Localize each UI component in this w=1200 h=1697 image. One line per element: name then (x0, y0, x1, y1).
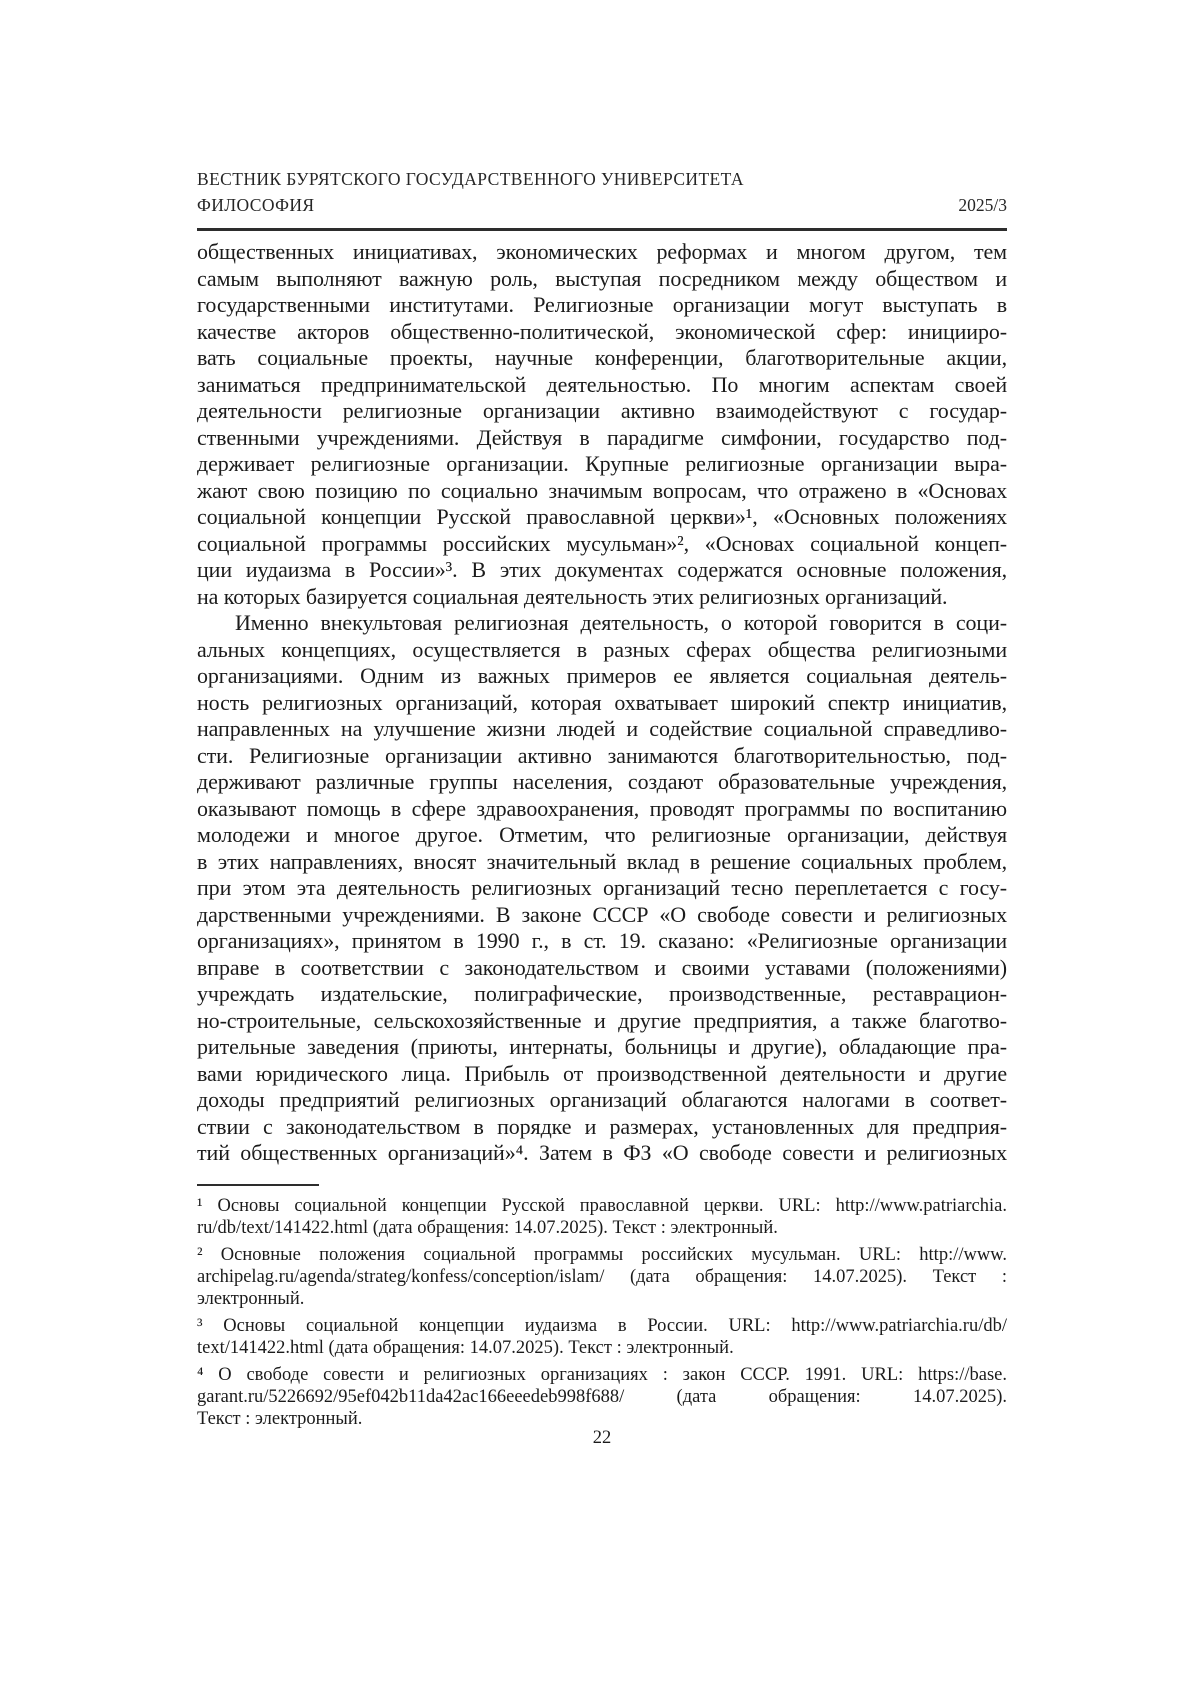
body-text-line: самым выполняют важную роль, выступая посредником между обществом и (197, 265, 1007, 291)
footnotes (197, 1195, 1007, 1435)
body-text-line: качестве акторов общественно-политической, экономической сфер: иницииро- (197, 318, 1007, 344)
footnote-line: ru/db/text/141422.html (дата обращения: 14.07.2025). Текст : электронный. (197, 1218, 778, 1238)
body-text-line: общественных инициативах, экономических реформах и многом другом, тем (197, 239, 1007, 264)
body-text-line: социальной программы российских мусульман»², «Основах социальной концеп- (197, 530, 1007, 556)
body-text-line: деятельности религиозные организации активно взаимодействуют с государ- (197, 398, 1007, 423)
body-text-line: но-строительные, сельскохозяйственные и другие предприятия, а также благотво- (197, 1007, 1007, 1033)
body-text-line: ность религиозных организаций, которая охватывает широкий спектр инициатив, (197, 689, 1007, 715)
page-number: 22 (592, 1428, 612, 1448)
body-text-line: оказывают помощь в сфере здравоохранения, проводят программы по воспитанию (197, 795, 1007, 821)
body-text-line: ственными учреждениями. Действуя в парадигме симфонии, государство под- (197, 424, 1007, 450)
body-text-line: тий общественных организаций»⁴. Затем в ФЗ «О свободе совести и религиозных (197, 1140, 1007, 1165)
journal-title: ВЕСТНИК БУРЯТСКОГО ГОСУДАРСТВЕННОГО УНИВЕРСИТЕТА (197, 169, 744, 189)
footnote-line: ² Основные положения социальной программы российских мусульман. URL: http://www. (197, 1245, 1007, 1265)
footnote-4 (197, 1364, 1007, 1430)
body-text-line: организациями. Одним из важных примеров ее является социальная деятель- (197, 663, 1007, 688)
body-text-line: в этих направлениях, вносят значительный вклад в решение социальных проблем, (197, 848, 1007, 874)
body-text-line: заниматься предпринимательской деятельностью. По многим аспектам своей (197, 371, 1007, 397)
section-title: ФИЛОСОФИЯ (197, 195, 315, 215)
body-text-line: держивают различные группы населения, создают образовательные учреждения, (197, 769, 1007, 794)
body-text-line: доходы предприятий религиозных организаций облагаются налогами в соответ- (197, 1087, 1007, 1112)
body-text-line: учреждать издательские, полиграфические, производственные, реставрацион- (197, 981, 1007, 1006)
footnote-line: ⁴ О свободе совести и религиозных организациях : закон СССР. 1991. URL: https://base. (197, 1365, 1007, 1385)
footnote-line: ³ Основы социальной концепции иудаизма в России. URL: http://www.patriarchia.ru/db/ (197, 1316, 1007, 1336)
body-text-line: дарственными учреждениями. В законе СССР «О свободе совести и религиозных (197, 901, 1007, 927)
issue-number: 2025/3 (958, 195, 1007, 215)
header-rule (197, 228, 1007, 231)
footnote-line: text/141422.html (дата обращения: 14.07.2025). Текст : электронный. (197, 1338, 734, 1358)
article-body (197, 239, 1007, 1167)
footnote-line: ¹ Основы социальной концепции Русской православной церкви. URL: http://www.patriarchia. (197, 1196, 1007, 1216)
body-text-line: вправе в соответствии с законодательством и своими уставами (положениями) (197, 954, 1007, 980)
body-text-line: ции иудаизма в России»³. В этих документах содержатся основные положения, (197, 557, 1007, 582)
body-text-line: организациях», принятом в 1990 г., в ст. 19. сказано: «Религиозные организации (197, 928, 1007, 953)
body-text-line: вать социальные проекты, научные конференции, благотворительные акции, (197, 345, 1007, 370)
footnote-separator (197, 1184, 319, 1186)
body-text-line: рительные заведения (приюты, интернаты, больницы и другие), обладающие пра- (197, 1034, 1007, 1059)
page-header (197, 166, 1007, 218)
body-text-line: на которых базируется социальная деятельность этих религиозных организаций. (197, 583, 948, 609)
body-text-line: социальной концепции Русской православной церкви»¹, «Основных положениях (197, 504, 1007, 529)
footnote-line: garant.ru/5226692/95ef042b11da42ac166eeedeb998f688/ (дата обращения: 14.07.2025). (197, 1387, 1007, 1407)
body-text-line: жают свою позицию по социально значимым вопросам, что отражено в «Основах (197, 477, 1007, 503)
footnote-line: Текст : электронный. (197, 1409, 363, 1429)
footnote-line: электронный. (197, 1289, 305, 1309)
body-text-line: Именно внекультовая религиозная деятельность, о которой говорится в соци- (235, 610, 1007, 635)
body-text-line: держивает религиозные организации. Крупные религиозные организации выра- (197, 451, 1007, 476)
body-text-line: альных концепциях, осуществляется в разных сферах общества религиозными (197, 636, 1007, 662)
body-text-line: направленных на улучшение жизни людей и содействие социальной справедливо- (197, 716, 1007, 741)
body-text-line: сти. Религиозные организации активно занимаются благотворительностью, под- (197, 742, 1007, 768)
body-text-line: государственными институтами. Религиозные организации могут выступать в (197, 292, 1007, 317)
body-text-line: при этом эта деятельность религиозных организаций тесно переплетается с госу- (197, 875, 1007, 900)
footnote-1 (197, 1195, 1007, 1239)
footnote-line: archipelag.ru/agenda/strateg/konfess/conception/islam/ (дата обращения: 14.07.2025). Текст : (197, 1267, 1007, 1287)
footnote-2 (197, 1244, 1007, 1310)
body-text-line: ствии с законодательством в порядке и размерах, установленных для предприя- (197, 1113, 1007, 1139)
body-text-line: вами юридического лица. Прибыль от производственной деятельности и другие (197, 1060, 1007, 1086)
body-text-line: молодежи и многое другое. Отметим, что религиозные организации, действуя (197, 822, 1007, 847)
footnote-3 (197, 1315, 1007, 1359)
